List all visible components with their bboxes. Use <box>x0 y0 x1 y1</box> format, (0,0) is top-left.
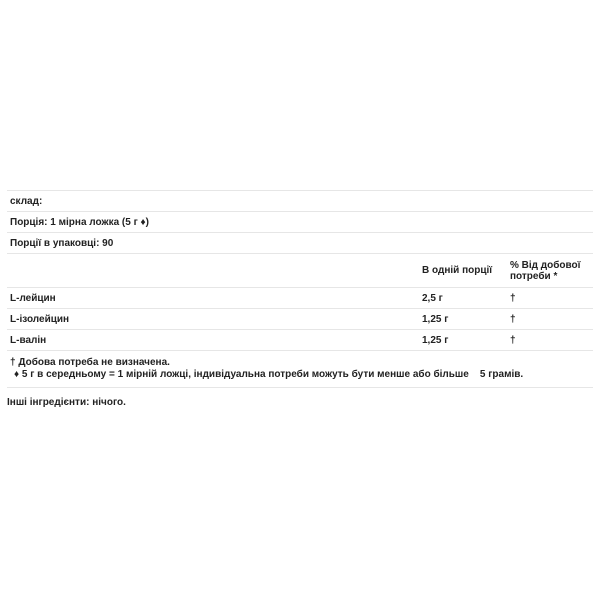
footnote-dagger: † Добова потреба не визначена. <box>10 357 170 368</box>
servings-per-container: Порції в упаковці: 90 <box>7 232 593 253</box>
ingredient-amount: 2,5 г <box>422 293 443 304</box>
daily-value-header: % Від добової потреби * <box>510 260 581 282</box>
composition-label: склад: <box>7 190 593 211</box>
serving-size: Порція: 1 мірна ложка (5 г ♦) <box>7 211 593 232</box>
table-row <box>7 287 593 308</box>
ingredient-daily-value: † <box>510 293 516 304</box>
footnote-diamond: ♦ 5 г в середньому = 1 мірній ложці, індивідуальна потреби можуть бути менше або більше 5 грамів. <box>14 369 524 380</box>
table-header-row <box>7 253 593 287</box>
ingredient-amount: 1,25 г <box>422 314 449 325</box>
table-row <box>7 329 593 350</box>
ingredient-daily-value: † <box>510 335 516 346</box>
other-ingredients: Інші інгредієнти: нічого. <box>7 397 126 408</box>
ingredient-daily-value: † <box>510 314 516 325</box>
table-row <box>7 308 593 329</box>
supplement-facts-table <box>7 190 593 388</box>
ingredient-name: L-лейцин <box>10 293 56 304</box>
ingredient-name: L-ізолейцин <box>10 314 70 325</box>
ingredient-name: L-валін <box>10 335 47 346</box>
per-serving-header: В одній порції <box>422 265 493 276</box>
footnotes <box>7 350 593 388</box>
ingredient-amount: 1,25 г <box>422 335 449 346</box>
